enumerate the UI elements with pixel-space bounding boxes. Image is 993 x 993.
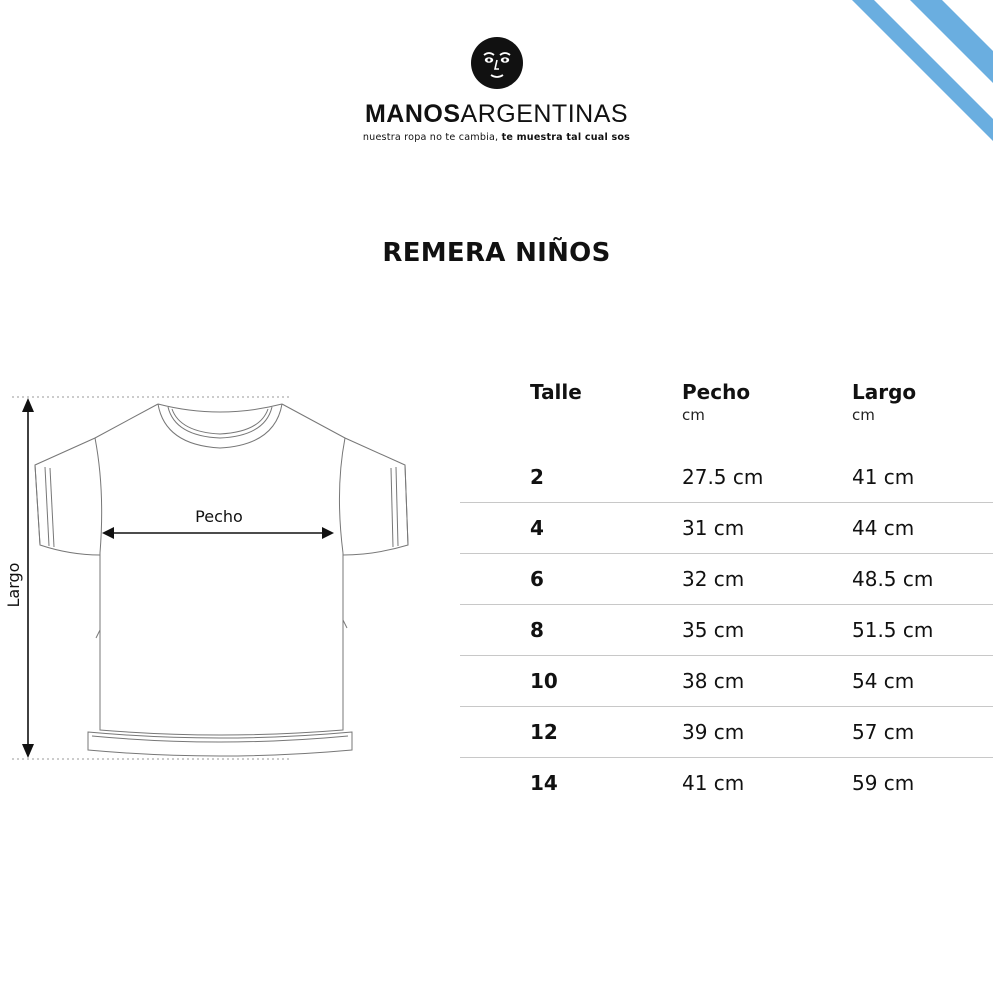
header-largo-label: Largo xyxy=(852,380,917,404)
brand-name xyxy=(0,100,993,129)
cell-largo: 59 cm xyxy=(852,771,915,795)
cell-talle: 12 xyxy=(530,720,558,744)
header-largo-unit: cm xyxy=(852,406,875,424)
header-largo xyxy=(852,380,916,424)
cell-largo: 51.5 cm xyxy=(852,618,934,642)
tshirt-outline xyxy=(35,404,408,756)
table-row xyxy=(460,758,993,808)
tagline-regular: nuestra ropa no te cambia, xyxy=(362,132,499,143)
cell-largo: 57 cm xyxy=(852,720,915,744)
cell-pecho: 38 cm xyxy=(682,669,745,693)
table-row xyxy=(460,452,993,503)
cell-pecho: 27.5 cm xyxy=(682,465,764,489)
table-row xyxy=(460,503,993,554)
table-row xyxy=(460,554,993,605)
cell-talle: 10 xyxy=(530,669,558,693)
table-row xyxy=(460,707,993,758)
size-table xyxy=(460,380,993,808)
sun-face-icon xyxy=(470,36,524,90)
table-row xyxy=(460,605,993,656)
chest-measure-arrow xyxy=(102,527,334,539)
brand-name-light: ARGENTINAS xyxy=(460,100,629,128)
header-pecho-unit: cm xyxy=(682,406,705,424)
chest-label: Pecho xyxy=(195,507,243,526)
table-row xyxy=(460,656,993,707)
length-measure-arrow xyxy=(22,398,34,758)
cell-talle: 8 xyxy=(530,618,544,642)
cell-talle: 4 xyxy=(530,516,544,540)
tagline-bold: te muestra tal cual sos xyxy=(501,132,631,143)
cell-largo: 54 cm xyxy=(852,669,915,693)
cell-pecho: 39 cm xyxy=(682,720,745,744)
header-talle xyxy=(530,380,582,404)
cell-talle: 2 xyxy=(530,465,544,489)
brand-name-bold: MANOS xyxy=(364,100,461,128)
brand-logo xyxy=(0,36,993,143)
cell-largo: 44 cm xyxy=(852,516,915,540)
header-talle-label: Talle xyxy=(530,380,582,404)
cell-largo: 41 cm xyxy=(852,465,915,489)
page-title: REMERA NIÑOS xyxy=(382,238,611,268)
cell-largo: 48.5 cm xyxy=(852,567,934,591)
table-header xyxy=(460,380,993,452)
brand-tagline xyxy=(0,132,993,143)
length-label: Largo xyxy=(4,562,23,608)
header-pecho xyxy=(682,380,750,424)
table-body xyxy=(460,452,993,808)
cell-pecho: 31 cm xyxy=(682,516,745,540)
cell-talle: 6 xyxy=(530,567,544,591)
tshirt-diagram xyxy=(0,380,420,780)
cell-talle: 14 xyxy=(530,771,558,795)
header-pecho-label: Pecho xyxy=(682,380,751,404)
cell-pecho: 41 cm xyxy=(682,771,745,795)
cell-pecho: 32 cm xyxy=(682,567,745,591)
cell-pecho: 35 cm xyxy=(682,618,745,642)
